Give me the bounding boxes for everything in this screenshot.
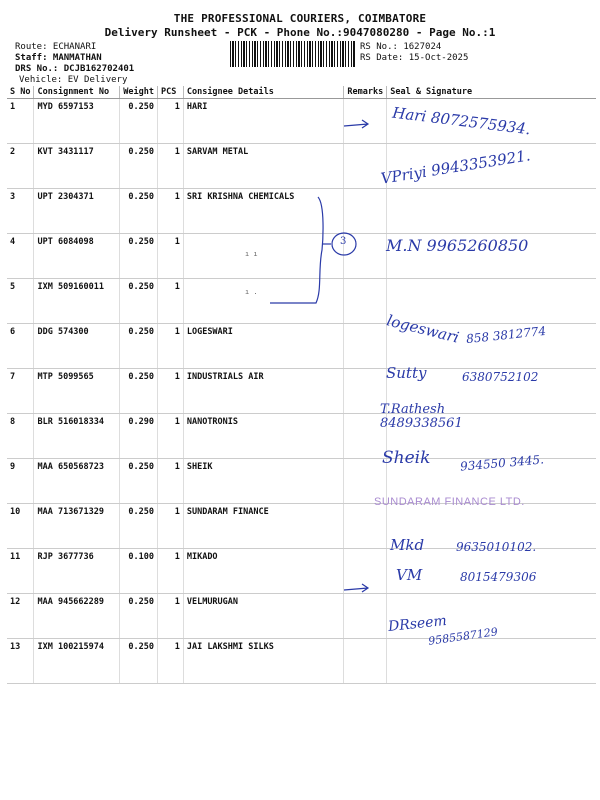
rs-number: RS No.: 1627024 (360, 42, 442, 52)
serial-number: 6 (7, 324, 34, 369)
phone-row-13: 9585587129 (427, 625, 499, 648)
phone-row-11: 9635010102. (456, 540, 537, 554)
pieces: 1 (157, 234, 183, 279)
consignment-number: UPT 6084098 (34, 234, 120, 279)
circled-number: 3 (340, 236, 347, 247)
consignment-number: IXM 509160011 (34, 279, 120, 324)
consignment-number: MYD 6597153 (34, 99, 120, 144)
consignee-name: SARVAM METAL (183, 144, 344, 189)
serial-number: 8 (7, 414, 34, 459)
pieces: 1 (157, 414, 183, 459)
pieces: 1 (157, 549, 183, 594)
bracket-mark (270, 197, 323, 303)
column-header: Consignment No (34, 86, 120, 99)
consignment-number: UPT 2304371 (34, 189, 120, 234)
arrow-mark (344, 584, 368, 592)
consignment-number: MAA 650568723 (34, 459, 120, 504)
column-header: Remarks (344, 86, 387, 99)
arrow-mark (344, 120, 368, 128)
consignee-name: JAI LAKSHMI SILKS (183, 639, 344, 684)
signature-row-1: Hari 8072575934. (391, 103, 532, 139)
serial-number: 11 (7, 549, 34, 594)
dot-mark: ı ı (245, 250, 258, 258)
pieces: 1 (157, 279, 183, 324)
serial-number: 7 (7, 369, 34, 414)
runsheet-title: Delivery Runsheet - PCK - Phone No.:9047080280 - Page No.:1 (104, 26, 496, 39)
company-stamp: SUNDARAM FINANCE LTD. (374, 496, 525, 508)
serial-number: 2 (7, 144, 34, 189)
weight: 0.290 (120, 414, 158, 459)
weight: 0.250 (120, 369, 158, 414)
column-header: Seal & Signature (387, 86, 596, 99)
phone-row-12: 8015479306 (460, 570, 537, 584)
column-header: Weight (120, 86, 158, 99)
consignee-name: SHEIK (183, 459, 344, 504)
consignee-name: SUNDARAM FINANCE (183, 504, 344, 549)
serial-number: 9 (7, 459, 34, 504)
pieces: 1 (157, 369, 183, 414)
signature-row-7: Sutty (386, 364, 427, 382)
phone-row-9: 934550 3445. (459, 452, 545, 474)
drs-label: DRS No.: DCJB162702401 (15, 64, 135, 74)
signature-row-11: Mkd (390, 536, 425, 554)
serial-number: 12 (7, 594, 34, 639)
consignment-number: BLR 516018334 (34, 414, 120, 459)
weight: 0.250 (120, 324, 158, 369)
consignment-number: DDG 574300 (34, 324, 120, 369)
consignee-name: NANOTRONIS (183, 414, 344, 459)
serial-number: 13 (7, 639, 34, 684)
column-header: Consignee Details (183, 86, 344, 99)
consignment-number: MTP 5099565 (34, 369, 120, 414)
consignee-name: MIKADO (183, 549, 344, 594)
weight: 0.250 (120, 234, 158, 279)
staff-label: Staff: MANMATHAN (15, 53, 102, 63)
serial-number: 5 (7, 279, 34, 324)
column-header: PCS (157, 86, 183, 99)
rs-date: RS Date: 15-Oct-2025 (360, 53, 469, 63)
weight: 0.250 (120, 144, 158, 189)
weight: 0.250 (120, 189, 158, 234)
consignment-number: MAA 945662289 (34, 594, 120, 639)
signature-row-6: logeswari (384, 311, 461, 347)
weight: 0.250 (120, 594, 158, 639)
pieces: 1 (157, 639, 183, 684)
pieces: 1 (157, 189, 183, 234)
pieces: 1 (157, 144, 183, 189)
weight: 0.250 (120, 99, 158, 144)
consignee-name: INDUSTRIALS AIR (183, 369, 344, 414)
consignee-name: VELMURUGAN (183, 594, 344, 639)
consignee-name: LOGESWARI (183, 324, 344, 369)
serial-number: 1 (7, 99, 34, 144)
consignment-number: IXM 100215974 (34, 639, 120, 684)
weight: 0.250 (120, 459, 158, 504)
dot-mark: ı . (245, 288, 258, 296)
consignee-name: HARI (183, 99, 344, 144)
circle-mark (332, 233, 356, 255)
pieces: 1 (157, 504, 183, 549)
pieces: 1 (157, 594, 183, 639)
serial-number: 4 (7, 234, 34, 279)
weight: 0.100 (120, 549, 158, 594)
weight: 0.250 (120, 504, 158, 549)
signature-row-12: VM (396, 566, 423, 584)
pieces: 1 (157, 99, 183, 144)
column-header: S No (7, 86, 34, 99)
signature-row-4: M.N 9965260850 (386, 236, 529, 255)
signature-row-13: DRseem (387, 612, 448, 636)
phone-row-8: 8489338561 (380, 416, 463, 431)
signature-row-9: Sheik (382, 448, 431, 468)
consignment-number: KVT 3431117 (34, 144, 120, 189)
consignee-name: SRI KRISHNA CHEMICALS (183, 189, 344, 234)
weight: 0.250 (120, 639, 158, 684)
route-label: Route: ECHANARI (15, 42, 97, 52)
signature-row-2: VPriyi 9943353921. (379, 146, 532, 188)
consignment-number: MAA 713671329 (34, 504, 120, 549)
pieces: 1 (157, 324, 183, 369)
weight: 0.250 (120, 279, 158, 324)
phone-row-7: 6380752102 (462, 370, 539, 384)
phone-row-6: 858 3812774 (465, 323, 547, 347)
serial-number: 10 (7, 504, 34, 549)
signature-row-8: T.Rathesh (380, 402, 446, 417)
serial-number: 3 (7, 189, 34, 234)
company-title: THE PROFESSIONAL COURIERS, COIMBATORE (173, 12, 427, 25)
consignment-number: RJP 3677736 (34, 549, 120, 594)
vehicle-label: Vehicle: EV Delivery (19, 75, 128, 85)
pieces: 1 (157, 459, 183, 504)
